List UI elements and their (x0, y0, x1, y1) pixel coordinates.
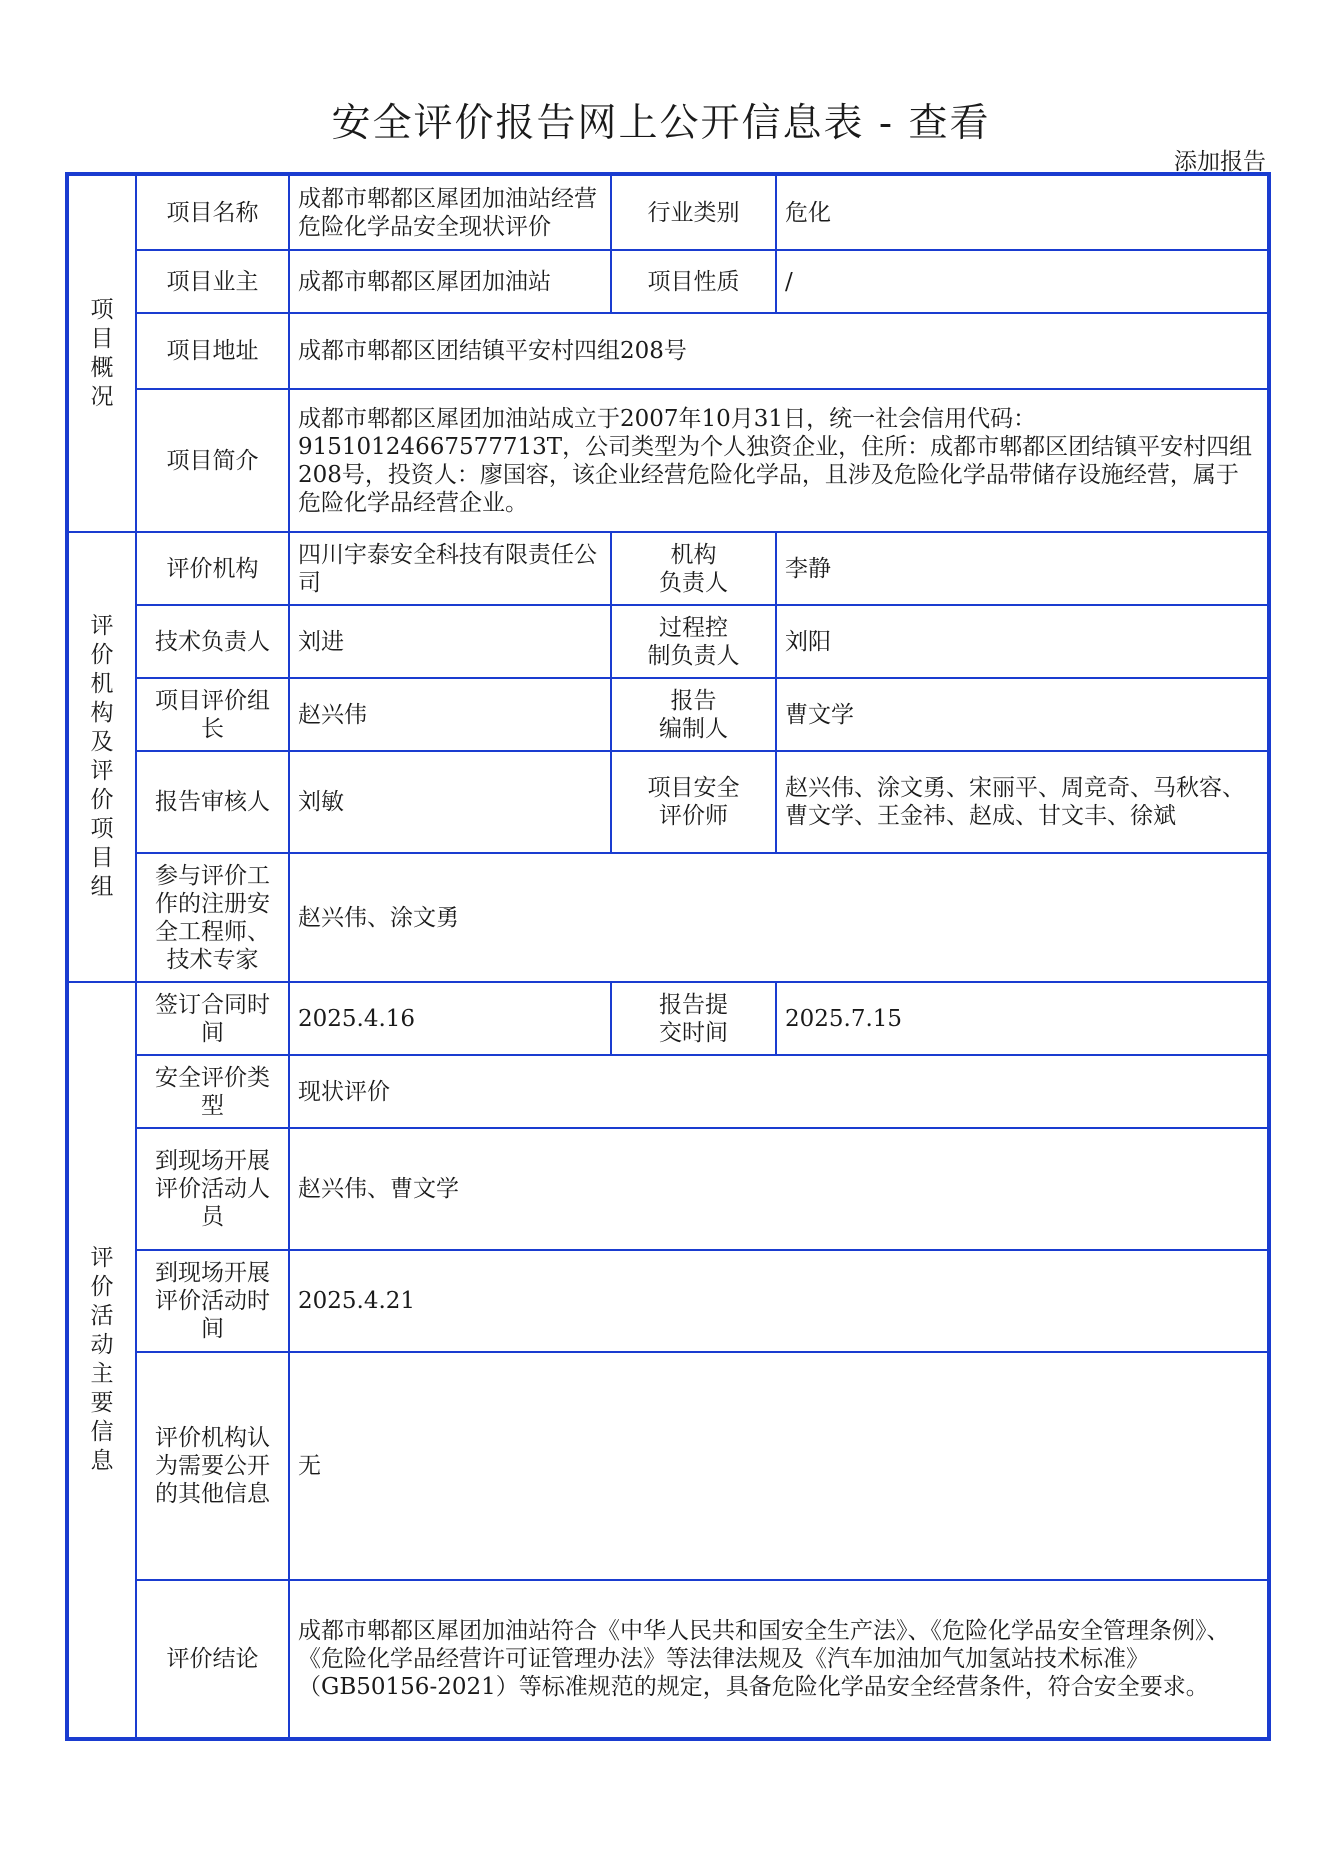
project-nature-value: / (776, 250, 1269, 313)
onsite-people-value: 赵兴伟、曹文学 (289, 1128, 1269, 1250)
agency-head-value: 李静 (776, 532, 1269, 605)
project-address-value: 成都市郫都区团结镇平安村四组208号 (289, 313, 1269, 389)
table-row (67, 389, 1269, 532)
project-intro-value: 成都市郫都区犀团加油站成立于2007年10月31日，统一社会信用代码：91510124667577713T，公司类型为个人独资企业，住所：成都市郫都区团结镇平安村四组208号，投资人：廖国容，该企业经营危险化学品，且涉及危险化学品带储存设施经营，属于危险化学品经营企业。 (289, 389, 1269, 532)
project-owner-label: 项目业主 (136, 250, 289, 313)
project-name-value: 成都市郫都区犀团加油站经营危险化学品安全现状评价 (289, 174, 611, 250)
tech-head-value: 刘进 (289, 605, 611, 678)
agency-label: 评价机构 (136, 532, 289, 605)
industry-label: 行业类别 (611, 174, 776, 250)
project-intro-label: 项目简介 (136, 389, 289, 532)
process-head-value: 刘阳 (776, 605, 1269, 678)
industry-value: 危化 (776, 174, 1269, 250)
table-row (67, 532, 1269, 605)
table-row (67, 313, 1269, 389)
submit-date-value: 2025.7.15 (776, 982, 1269, 1055)
conclusion-label: 评价结论 (136, 1580, 289, 1739)
onsite-people-label: 到现场开展评价活动人员 (136, 1128, 289, 1250)
agency-head-label: 机构 负责人 (611, 532, 776, 605)
table-row (67, 751, 1269, 853)
project-nature-label: 项目性质 (611, 250, 776, 313)
table-row (67, 250, 1269, 313)
process-head-label: 过程控 制负责人 (611, 605, 776, 678)
project-address-label: 项目地址 (136, 313, 289, 389)
table-row (67, 1250, 1269, 1352)
section-activity: 评价活动主要信息 (67, 982, 136, 1739)
eval-type-value: 现状评价 (289, 1055, 1269, 1128)
engineers-label: 参与评价工作的注册安全工程师、技术专家 (136, 853, 289, 982)
onsite-time-label: 到现场开展评价活动时间 (136, 1250, 289, 1352)
assessors-label: 项目安全 评价师 (611, 751, 776, 853)
page-title: 安全评价报告网上公开信息表 - 查看 (331, 101, 991, 146)
table-row (67, 678, 1269, 751)
table-row (67, 1352, 1269, 1580)
agency-value: 四川宇泰安全科技有限责任公司 (289, 532, 611, 605)
team-lead-value: 赵兴伟 (289, 678, 611, 751)
onsite-time-value: 2025.4.21 (289, 1250, 1269, 1352)
tech-head-label: 技术负责人 (136, 605, 289, 678)
contract-date-value: 2025.4.16 (289, 982, 611, 1055)
other-info-value: 无 (289, 1352, 1269, 1580)
table-row (67, 174, 1269, 250)
table-row (67, 982, 1269, 1055)
section-overview: 项目概况 (67, 174, 136, 532)
team-lead-label: 项目评价组长 (136, 678, 289, 751)
reviewer-label: 报告审核人 (136, 751, 289, 853)
engineers-value: 赵兴伟、涂文勇 (289, 853, 1269, 982)
reviewer-value: 刘敏 (289, 751, 611, 853)
add-report-link[interactable]: 添加报告 (1174, 149, 1266, 175)
submit-date-label: 报告提 交时间 (611, 982, 776, 1055)
compiler-value: 曹文学 (776, 678, 1269, 751)
table-row (67, 1055, 1269, 1128)
conclusion-value: 成都市郫都区犀团加油站符合《中华人民共和国安全生产法》、《危险化学品安全管理条例》、《危险化学品经营许可证管理办法》等法律法规及《汽车加油加气加氢站技术标准》（GB50156-2021）等标准规范的规定，具备危险化学品安全经营条件，符合安全要求。 (289, 1580, 1269, 1739)
assessors-value: 赵兴伟、涂文勇、宋丽平、周竞奇、马秋容、曹文学、王金祎、赵成、甘文丰、徐斌 (776, 751, 1269, 853)
project-owner-value: 成都市郫都区犀团加油站 (289, 250, 611, 313)
project-name-label: 项目名称 (136, 174, 289, 250)
table-row (67, 1128, 1269, 1250)
other-info-label: 评价机构认为需要公开的其他信息 (136, 1352, 289, 1580)
compiler-label: 报告 编制人 (611, 678, 776, 751)
eval-type-label: 安全评价类型 (136, 1055, 289, 1128)
table-row (67, 853, 1269, 982)
table-row (67, 605, 1269, 678)
report-table (65, 172, 1271, 1741)
contract-date-label: 签订合同时间 (136, 982, 289, 1055)
section-agency: 评价机构及评价项目组 (67, 532, 136, 982)
table-row (67, 1580, 1269, 1739)
